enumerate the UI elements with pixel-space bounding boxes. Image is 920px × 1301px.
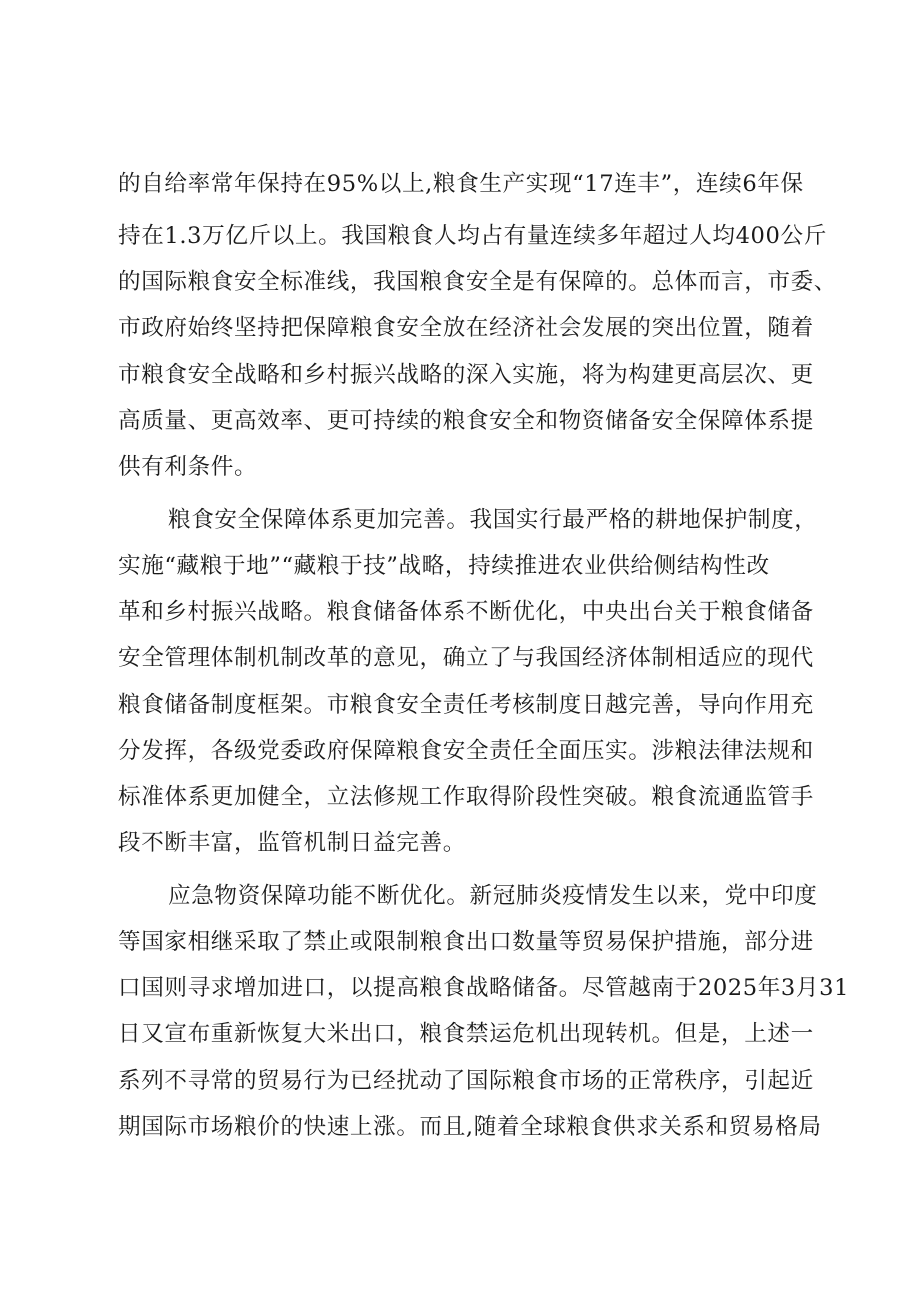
text-line: 分发挥，各级党委政府保障粮食安全责任全面压实。涉粮法律法规和 xyxy=(118,738,814,764)
text-line: 系列不寻常的贸易行为已经扰动了国际粮食市场的正常秩序，引起近 xyxy=(118,1068,814,1094)
text-line: 供有利条件。 xyxy=(118,454,258,480)
text-line: 持在1.3万亿斤以上。我国粮食人均占有量连续多年超过人均400公斤 xyxy=(118,223,827,249)
text-line: 段不断丰富，监管机制日益完善。 xyxy=(118,830,466,856)
text-line: 期国际市场粮价的快速上涨。而且,随着全球粮食供求关系和贸易格局 xyxy=(118,1114,822,1140)
paragraph-heading-line: 粮食安全保障体系更加完善。我国实行最严格的耕地保护制度， xyxy=(168,507,818,533)
text-line: 市粮食安全战略和乡村振兴战略的深入实施，将为构建更高层次、更 xyxy=(118,362,814,388)
text-line: 口国则寻求增加进口，以提高粮食战略储备。尽管越南于2025年3月31 xyxy=(118,975,850,1001)
paragraph-heading-line: 应急物资保障功能不断优化。新冠肺炎疫情发生以来，党中印度 xyxy=(168,883,818,909)
text-line: 的自给率常年保持在95%以上,粮食生产实现“17连丰”，连续6年保 xyxy=(118,171,804,197)
text-line: 市政府始终坚持把保障粮食安全放在经济社会发展的突出位置，随着 xyxy=(118,315,814,341)
text-line: 标准体系更加健全，立法修规工作取得阶段性突破。粮食流通监管手 xyxy=(118,784,814,810)
text-line: 等国家相继采取了禁止或限制粮食出口数量等贸易保护措施，部分进 xyxy=(118,929,814,955)
text-line: 革和乡村振兴战略。粮食储备体系不断优化，中央出台关于粮食储备 xyxy=(118,599,814,625)
text-line: 高质量、更高效率、更可持续的粮食安全和物资储备安全保障体系提 xyxy=(118,408,814,434)
text-line: 安全管理体制机制改革的意见，确立了与我国经济体制相适应的现代 xyxy=(118,645,814,671)
text-line: 粮食储备制度框架。市粮食安全责任考核制度日越完善，导向作用充 xyxy=(118,692,814,718)
text-line: 的国际粮食安全标准线，我国粮食安全是有保障的。总体而言，市委、 xyxy=(118,269,838,295)
text-line: 实施“藏粮于地”“藏粮于技”战略，持续推进农业供给侧结构性改 xyxy=(118,553,770,579)
text-line: 日又宣布重新恢复大米出口，粮食禁运危机出现转机。但是，上述一 xyxy=(118,1021,814,1047)
